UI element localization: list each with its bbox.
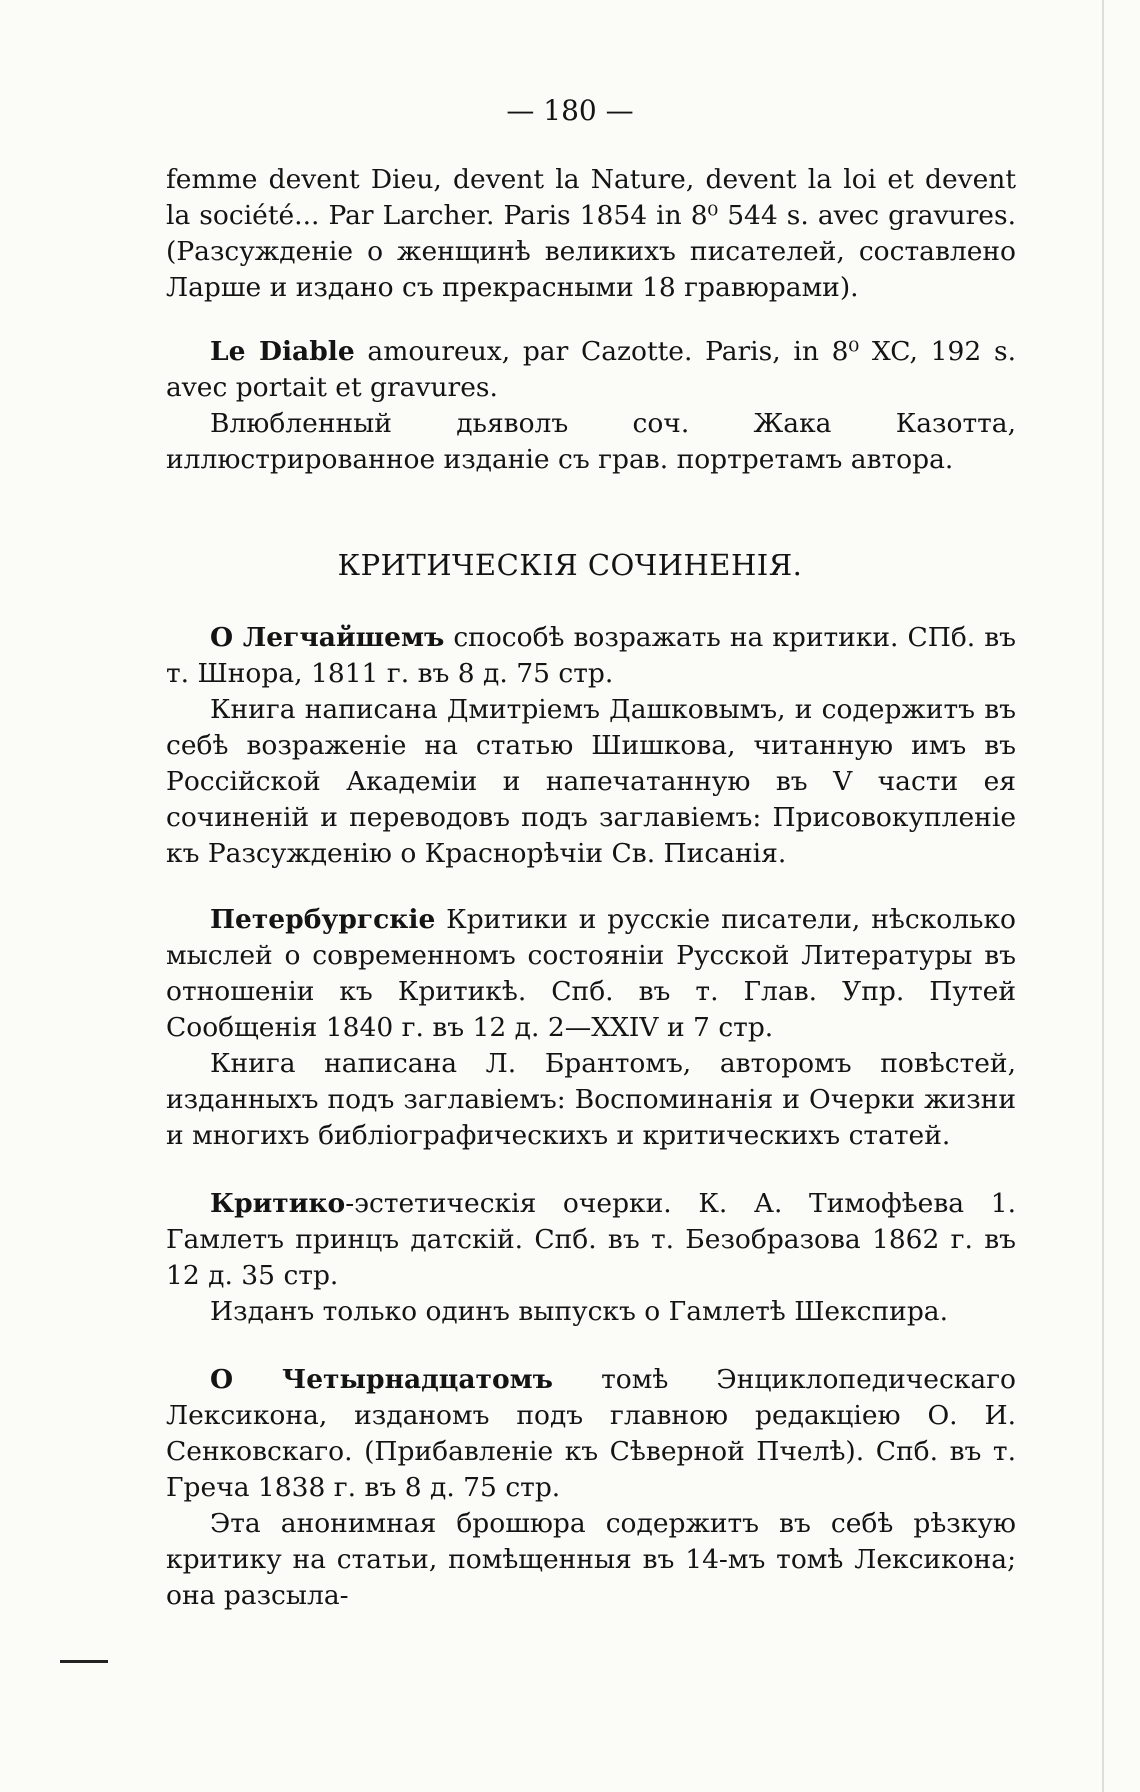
entry-peterburgskie-note: Книга написана Л. Брантомъ, авторомъ повѣстей, изданныхъ подъ заглавіемъ: Воспоминанія и Очерки жизни и многихъ библіографическихъ и критическихъ статей. (166, 1048, 1016, 1151)
entry-timofeev-title: Критико (210, 1188, 346, 1219)
entry-peterburgskie-title: Петербургскіе (210, 904, 436, 935)
margin-mark (60, 1660, 108, 1663)
entry-cazotte-body: amoureux, par Cazotte. Paris, in 8⁰ XC, 192 s. avec portait et gravures. (166, 336, 1016, 403)
entry-cazotte (166, 334, 1016, 478)
entry-timofeev-citation (166, 1186, 1016, 1294)
entry-dashkov-note: Книга написана Дмитріемъ Дашковымъ, и содержитъ въ себѣ возраженіе на статью Шишкова, читанную имъ въ Россійской Академіи и напечатанную въ V части ея сочиненій и переводовъ подъ заглавіемъ: Присовокупленіе къ Разсужденію о Краснорѣчіи Св. Писанія. (166, 694, 1016, 869)
entry-leksikon-body: томѣ Энциклопедическаго Лексикона, изданомъ подъ главною редакціею О. И. Сенковскаго. (Прибавленіе къ Сѣверной Пчелѣ). Спб. въ т. Греча 1838 г. въ 8 д. 75 стр. (166, 1364, 1016, 1503)
entry-larcher-text: femme devent Dieu, devent la Nature, devent la loi et devent la société... Par Larcher. Paris 1854 in 8⁰ 544 s. avec gravures. (Разсужденіе о женщинѣ великихъ писателей, составлено Ларше и издано съ прекрасными 18 гравюрами). (166, 164, 1016, 303)
entry-larcher (166, 162, 1016, 306)
entry-timofeev-note: Изданъ только одинъ выпускъ о Гамлетѣ Шекспира. (210, 1296, 949, 1327)
entry-cazotte-citation (166, 334, 1016, 406)
page-edge (1102, 0, 1104, 1792)
entry-leksikon-citation (166, 1362, 1016, 1506)
entry-leksikon-note: Эта анонимная брошюра содержитъ въ себѣ рѣзкую критику на статьи, помѣщенныя въ 14-мъ томѣ Лексикона; она разсыла- (166, 1508, 1016, 1611)
entry-leksikon-title: О Четырнадцатомъ (210, 1364, 553, 1395)
entry-timofeev (166, 1186, 1016, 1330)
entry-dashkov-citation (166, 620, 1016, 692)
page-number: — 180 — (506, 94, 634, 127)
entry-dashkov (166, 620, 1016, 872)
entry-dashkov-body: способѣ возражать на критики. СПб. въ т. Шнора, 1811 г. въ 8 д. 75 стр. (166, 622, 1016, 689)
entry-peterburgskie-body: Критики и русскіе писатели, нѣсколько мыслей о современномъ состояніи Русской Литературы въ отношеніи къ Критикѣ. Спб. въ т. Глав. Упр. Путей Сообщенія 1840 г. въ 12 д. 2—XXIV и 7 стр. (166, 904, 1016, 1043)
entry-cazotte-title: Le Diable (210, 336, 355, 367)
entry-leksikon (166, 1362, 1016, 1614)
entry-dashkov-title: О Легчайшемъ (210, 622, 445, 653)
section-heading: КРИТИЧЕСКІЯ СОЧИНЕНІЯ. (337, 548, 803, 582)
entry-peterburgskie (166, 902, 1016, 1154)
entry-cazotte-note: Влюбленный дьяволъ соч. Жака Казотта, иллюстрированное изданіе съ грав. портретамъ автора. (166, 408, 1016, 475)
entry-timofeev-body: -эстетическія очерки. К. А. Тимофѣева 1. Гамлетъ принцъ датскій. Спб. въ т. Безобразова 1862 г. въ 12 д. 35 стр. (166, 1188, 1016, 1291)
entry-peterburgskie-citation (166, 902, 1016, 1046)
